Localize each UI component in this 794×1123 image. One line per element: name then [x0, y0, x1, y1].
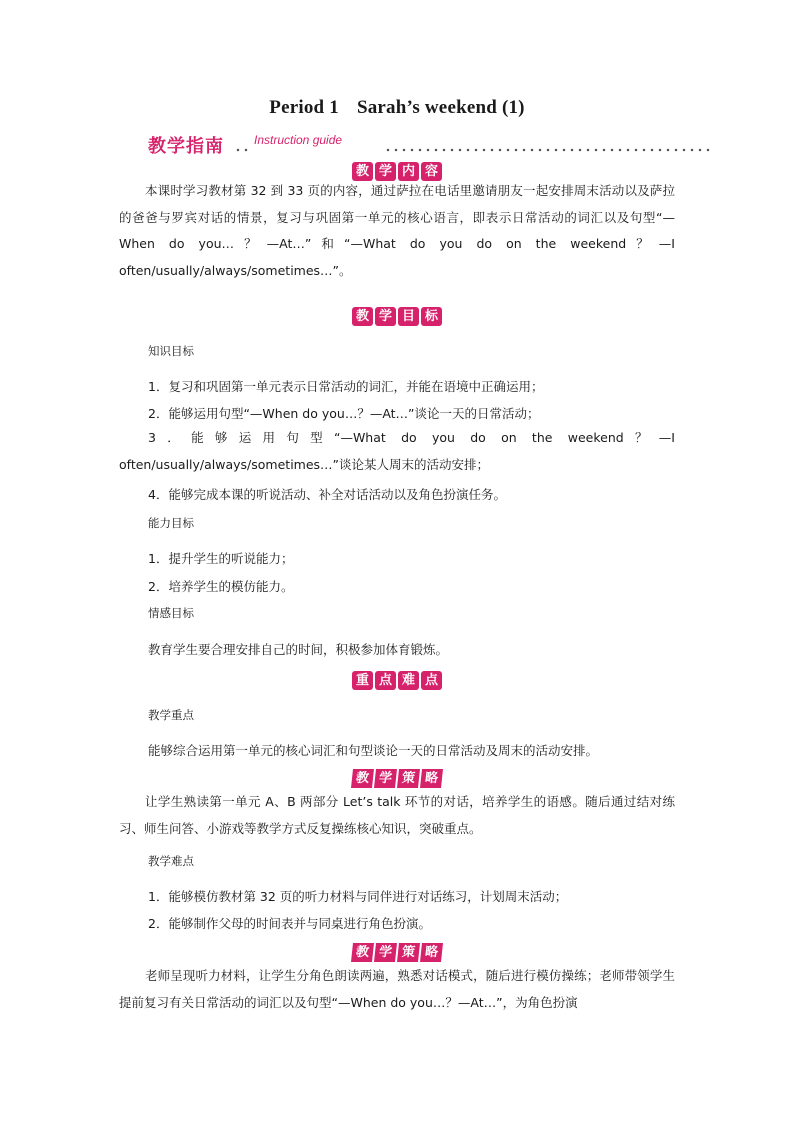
knowledge-item: 2．能够运用句型“—When do you…？—At…”谈论一天的日常活动； — [148, 406, 540, 421]
title-period: Period 1 — [269, 97, 339, 118]
content-paragraph: 本课时学习教材第 32 到 33 页的内容，通过萨拉在电话里邀请朋友一起安排周末活动以及萨拉的爸爸与罗宾对话的情景，复习与巩固第一单元的核心语言，即表示日常活动的词汇以及句型“—When do you…？—At…”和“—What do you do on the weekend？—I often/usually/always/sometimes…”。 — [119, 183, 675, 278]
knowledge-item: 3．能够运用句型“—What do you do on the weekend？—I often/usually/always/sometimes…”谈论某人周末的活动安排； — [119, 430, 675, 472]
dotted-line — [384, 148, 710, 152]
badge-char: 学 — [375, 162, 396, 181]
knowledge-item: 1．复习和巩固第一单元表示日常活动的词汇，并能在语境中正确运用； — [148, 379, 544, 394]
badge-goals — [0, 305, 794, 326]
page-title — [0, 97, 794, 119]
badge-char: 教 — [351, 943, 374, 962]
ability-item: 2．培养学生的模仿能力。 — [148, 579, 294, 594]
badge-strategy-1 — [0, 767, 794, 788]
badge-char: 难 — [398, 671, 419, 690]
knowledge-item: 4．能够完成本课的听说活动、补全对话活动以及角色扮演任务。 — [148, 487, 506, 502]
badge-char: 教 — [351, 769, 374, 788]
difficult-item: 2．能够制作父母的时间表并与同桌进行角色扮演。 — [148, 916, 431, 931]
badge-char: 教 — [352, 307, 373, 326]
section-header-en: Instruction guide — [254, 133, 343, 147]
knowledge-label: 知识目标 — [148, 344, 194, 358]
badge-char: 容 — [421, 162, 442, 181]
emotion-text: 教育学生要合理安排自己的时间，积极参加体育锻炼。 — [148, 642, 449, 657]
key-label: 教学重点 — [148, 708, 194, 722]
badge-char: 点 — [375, 671, 396, 690]
badge-char: 标 — [421, 307, 442, 326]
ability-item: 1．提升学生的听说能力； — [148, 551, 294, 566]
badge-char: 目 — [398, 307, 419, 326]
badge-char: 策 — [397, 943, 420, 962]
badge-char: 略 — [420, 769, 443, 788]
difficult-item: 1．能够模仿教材第 32 页的听力材料与同伴进行对话练习，计划周末活动； — [148, 889, 568, 904]
badge-char: 点 — [421, 671, 442, 690]
key-strategy: 让学生熟读第一单元 A、B 两部分 Let’s talk 环节的对话，培养学生的语感。随后通过结对练习、师生问答、小游戏等教学方式反复操练核心知识，突破重点。 — [119, 794, 675, 836]
difficult-label: 教学难点 — [148, 854, 194, 868]
badge-char: 教 — [352, 162, 373, 181]
emotion-label: 情感目标 — [148, 606, 194, 620]
badge-char: 内 — [398, 162, 419, 181]
badge-key-points — [0, 669, 794, 690]
dotted-line-left — [234, 148, 250, 152]
title-name: Sarah’s weekend (1) — [356, 97, 525, 118]
badge-char: 学 — [375, 307, 396, 326]
difficult-strategy: 老师呈现听力材料，让学生分角色朗读两遍，熟悉对话模式，随后进行模仿操练；老师带领学生提前复习有关日常活动的词汇以及句型“—When do you…？—At…”，为角色扮演 — [119, 968, 675, 1010]
badge-char: 策 — [397, 769, 420, 788]
section-header — [148, 130, 710, 156]
key-text: 能够综合运用第一单元的核心词汇和句型谈论一天的日常活动及周末的活动安排。 — [148, 743, 599, 758]
badge-char: 重 — [352, 671, 373, 690]
badge-char: 学 — [374, 769, 397, 788]
badge-char: 略 — [420, 943, 443, 962]
section-header-cn: 教学指南 — [148, 136, 224, 157]
badge-char: 学 — [374, 943, 397, 962]
badge-strategy-2 — [0, 941, 794, 962]
ability-label: 能力目标 — [148, 516, 194, 530]
